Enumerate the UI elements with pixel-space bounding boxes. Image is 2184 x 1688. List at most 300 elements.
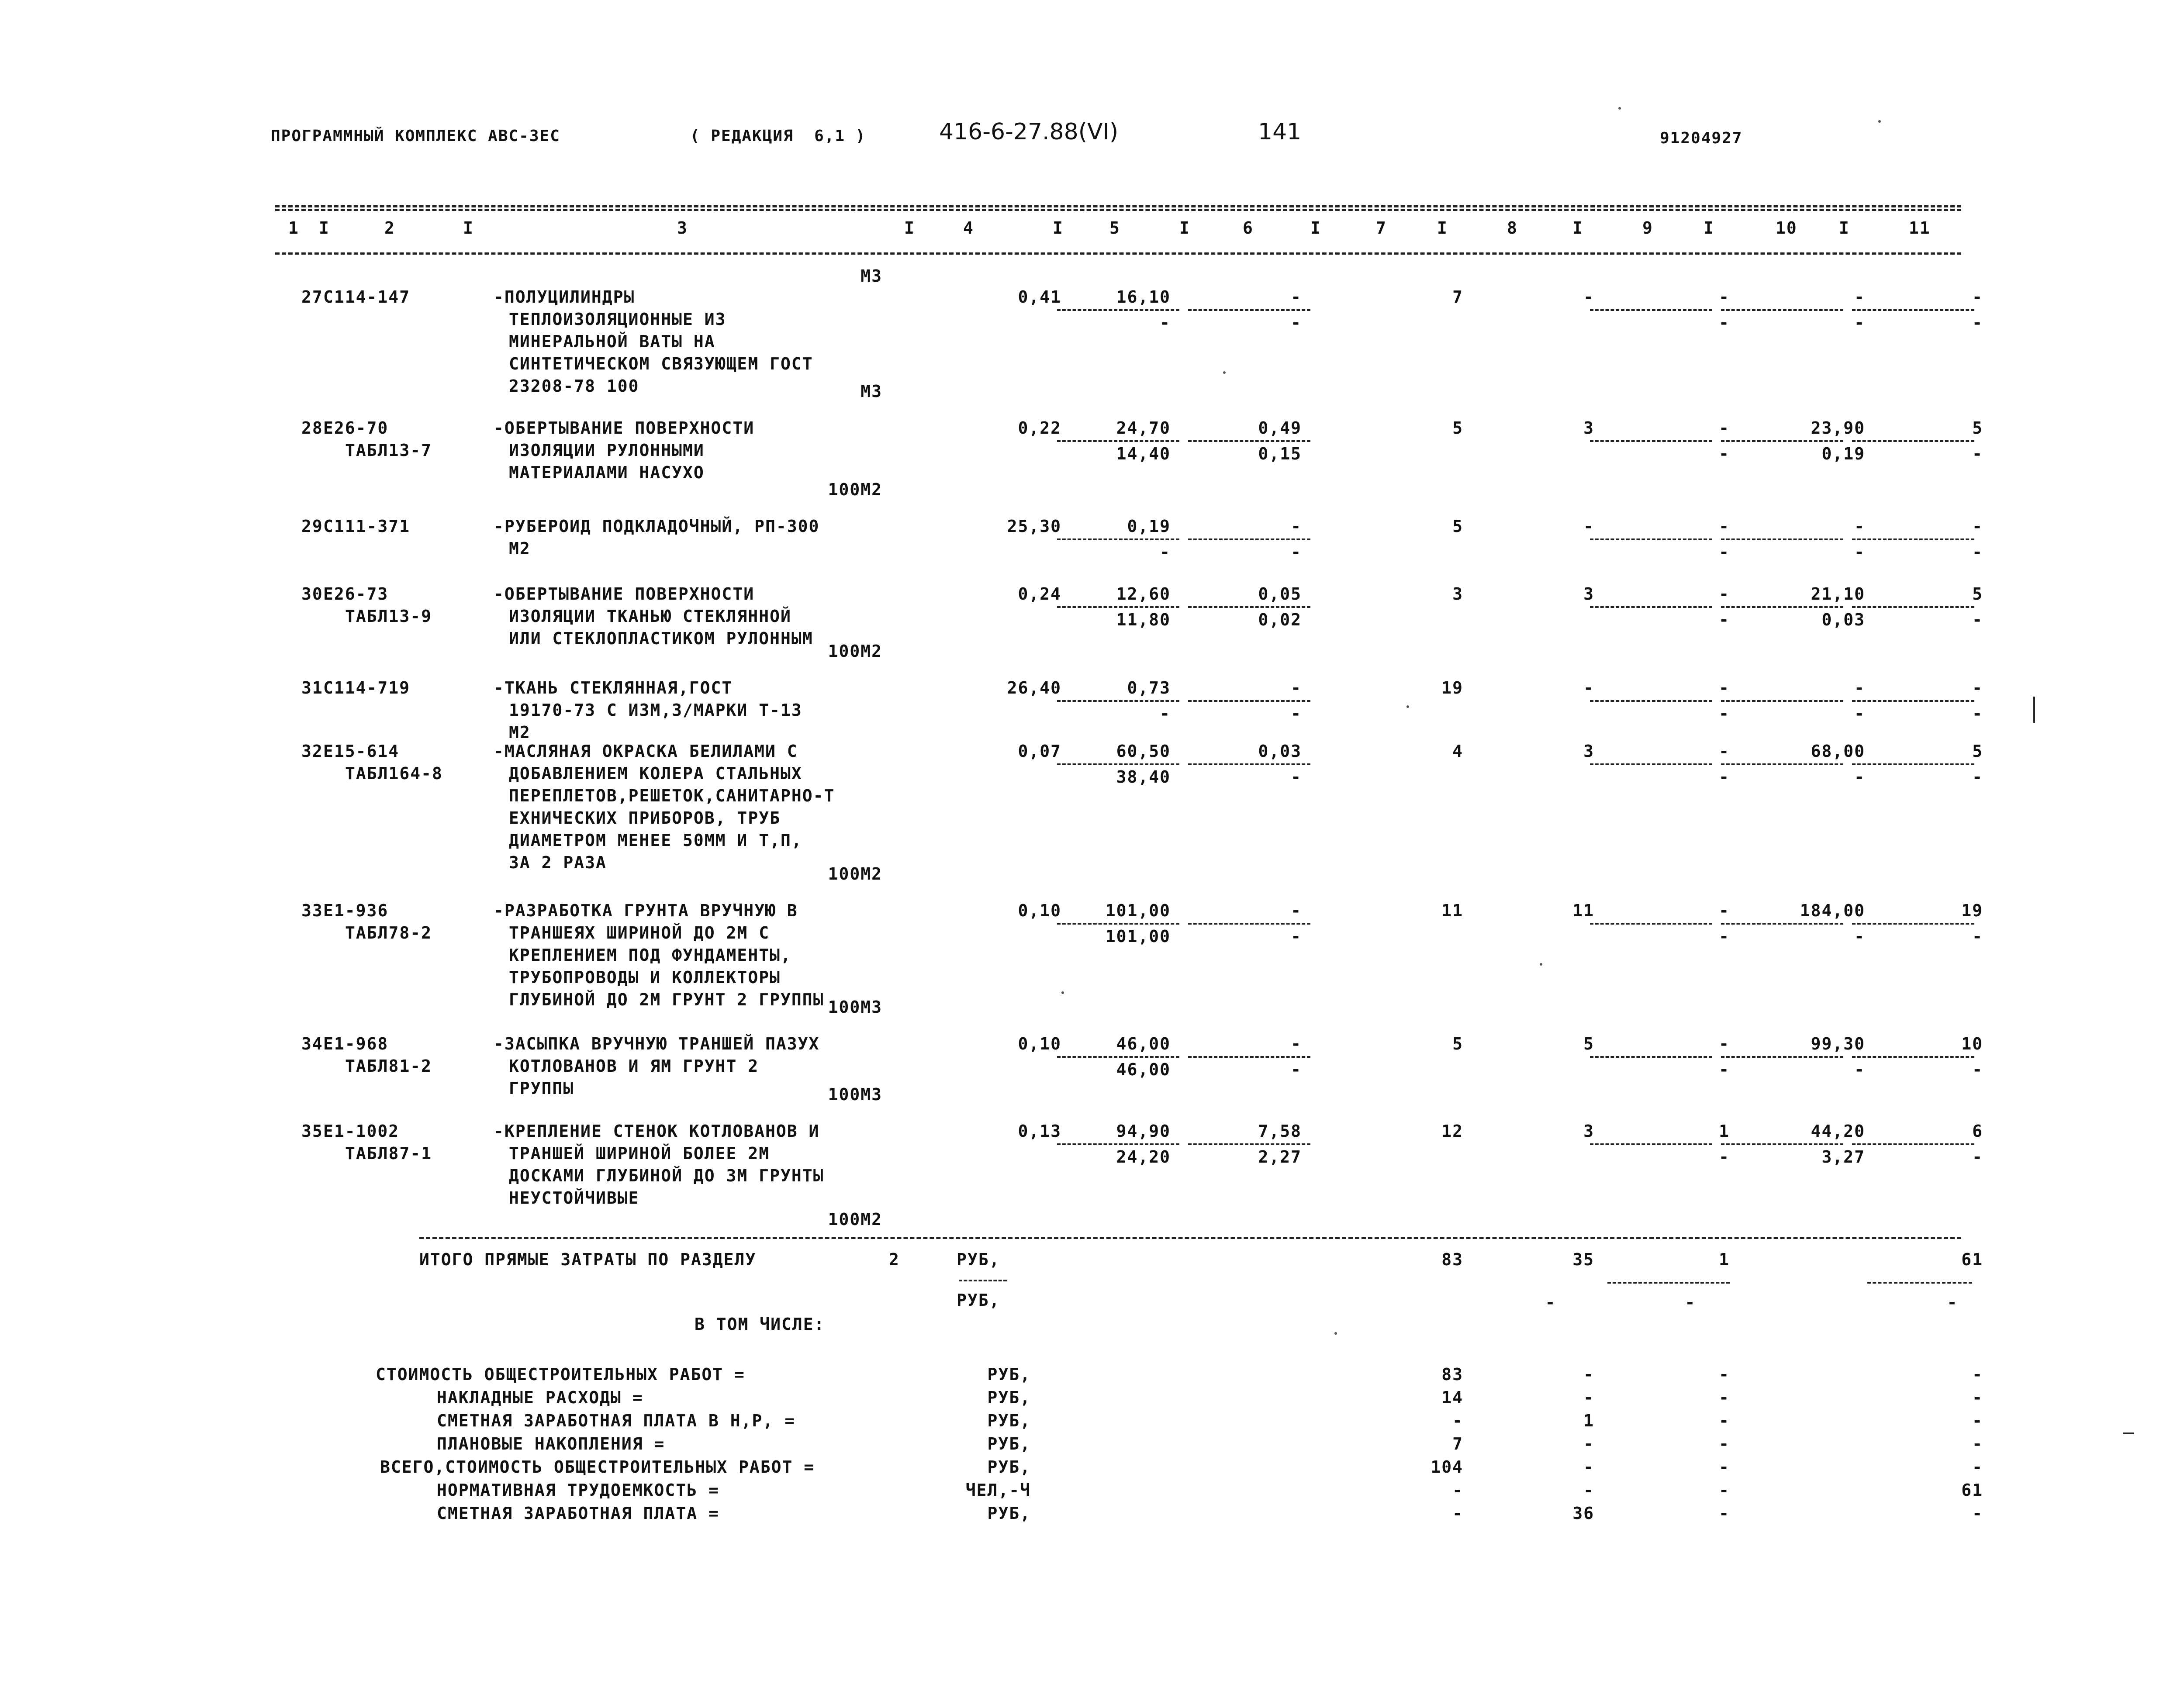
quantity: 0,13 xyxy=(1018,1122,1061,1141)
col6-value-b: - xyxy=(1291,542,1302,562)
col8-value: 11 xyxy=(1572,901,1594,920)
work-description: ИЗОЛЯЦИИ РУЛОННЫМИ xyxy=(509,441,705,460)
work-description: СИНТЕТИЧЕСКОМ СВЯЗУЮЩЕМ ГОСТ xyxy=(509,354,813,373)
unit-label: 100М3 xyxy=(828,998,882,1017)
handwritten-code: 416-6-27.88(VI) xyxy=(939,119,1119,145)
col6-value: - xyxy=(1291,678,1302,697)
col9-rule xyxy=(1590,606,1712,608)
norm-code: Е1-968 xyxy=(323,1034,389,1053)
work-description: КРЕПЛЕНИЕМ ПОД ФУНДАМЕНТЫ, xyxy=(509,946,791,965)
total-col11-b: - xyxy=(1947,1293,1958,1312)
col10-rule xyxy=(1721,606,1843,608)
work-description: ДОБАВЛЕНИЕМ КОЛЕРА СТАЛЬНЫХ xyxy=(509,764,802,783)
col6-value: - xyxy=(1291,1034,1302,1053)
col11-rule xyxy=(1852,539,1974,540)
col6-rule xyxy=(1188,923,1310,925)
row-number: 29 xyxy=(301,517,323,536)
price-rule xyxy=(1057,923,1179,925)
row-number: 27 xyxy=(301,287,323,307)
col9-rule xyxy=(1590,1143,1712,1145)
col11-value-b: - xyxy=(1972,313,1983,332)
unit-price: 0,19 xyxy=(1127,517,1171,536)
column-separator: I xyxy=(1179,218,1190,238)
column-separator: I xyxy=(463,218,474,238)
col11-value-b: - xyxy=(1972,704,1983,723)
col6-value-b: - xyxy=(1291,1060,1302,1079)
scan-dot xyxy=(1223,371,1226,374)
col8-value: - xyxy=(1583,678,1594,697)
norm-code: Е1-936 xyxy=(323,901,389,920)
total-col11: 61 xyxy=(1961,1250,1983,1269)
summary-unit: РУБ, xyxy=(987,1457,1031,1477)
unit-price: 24,70 xyxy=(1116,418,1171,438)
summary-label: ВСЕГО,СТОИМОСТЬ ОБЩЕСТРОИТЕЛЬНЫХ РАБОТ = xyxy=(380,1457,815,1477)
col6-value-b: - xyxy=(1291,927,1302,946)
unit-price-wage: 11,80 xyxy=(1116,610,1171,629)
row-number: 28 xyxy=(301,418,323,438)
total-col7: 83 xyxy=(1441,1250,1463,1269)
work-description: -РУБЕРОИД ПОДКЛАДОЧНЫЙ, РП-300 xyxy=(494,517,820,536)
total-unit: РУБ, xyxy=(957,1250,1000,1269)
col11-value-b: - xyxy=(1972,1147,1983,1167)
col10-rule xyxy=(1721,763,1843,765)
col11-value-b: - xyxy=(1972,927,1983,946)
quantity: 0,41 xyxy=(1018,287,1061,307)
col10-value-b: - xyxy=(1854,313,1865,332)
norm-code: Е26-73 xyxy=(323,584,389,604)
work-description: ДОСКАМИ ГЛУБИНОЙ ДО 3М ГРУНТЫ xyxy=(509,1166,824,1185)
unit-price-wage: 14,40 xyxy=(1116,444,1171,463)
summary-unit: РУБ, xyxy=(987,1388,1031,1407)
column-number: 7 xyxy=(1376,218,1387,238)
col11-rule xyxy=(1852,700,1974,702)
col9-value: - xyxy=(1719,1034,1730,1053)
total-col8: 35 xyxy=(1572,1250,1594,1269)
summary-col8: - xyxy=(1583,1365,1594,1384)
summary-col8: - xyxy=(1583,1481,1594,1500)
work-description: ЗА 2 РАЗА xyxy=(509,853,607,872)
work-description: ПЕРЕПЛЕТОВ,РЕШЕТОК,САНИТАРНО-Т xyxy=(509,786,835,805)
work-description: -ОБЕРТЫВАНИЕ ПОВЕРХНОСТИ xyxy=(494,418,755,438)
col8-value: 5 xyxy=(1583,1034,1594,1053)
col11-value: - xyxy=(1972,287,1983,307)
work-description: -ЗАСЫПКА ВРУЧНУЮ ТРАНШЕЙ ПАЗУХ xyxy=(494,1034,820,1053)
col7-value: 3 xyxy=(1452,584,1463,604)
norm-code: С111-371 xyxy=(323,517,411,536)
work-description: ТРУБОПРОВОДЫ И КОЛЛЕКТОРЫ xyxy=(509,968,781,987)
summary-label: ПЛАНОВЫЕ НАКОПЛЕНИЯ = xyxy=(437,1434,665,1453)
col10-rule xyxy=(1721,700,1843,702)
summary-col7: - xyxy=(1452,1481,1463,1500)
column-number: 5 xyxy=(1109,218,1120,238)
col6-rule xyxy=(1188,606,1310,608)
col8-value: 3 xyxy=(1583,1122,1594,1141)
work-description: ТРАНШЕЙ ШИРИНОЙ БОЛЕЕ 2М xyxy=(509,1144,770,1163)
work-description: ГЛУБИНОЙ ДО 2М ГРУНТ 2 ГРУППЫ xyxy=(509,990,824,1009)
norm-code: Е15-614 xyxy=(323,742,400,761)
price-rule xyxy=(1057,763,1179,765)
summary-col7: 104 xyxy=(1431,1457,1463,1477)
col6-value: 7,58 xyxy=(1258,1122,1302,1141)
column-separator: I xyxy=(1437,218,1448,238)
column-number: 3 xyxy=(677,218,688,238)
unit-label: 100М2 xyxy=(828,864,882,884)
summary-col9: - xyxy=(1719,1504,1730,1523)
work-description: ДИАМЕТРОМ МЕНЕЕ 50ММ И Т,П, xyxy=(509,831,802,850)
unit-price: 46,00 xyxy=(1116,1034,1171,1053)
quantity: 0,10 xyxy=(1018,901,1061,920)
program-title: ПРОГРАММНЫЙ КОМПЛЕКС АВС-ЗЕС xyxy=(271,127,560,145)
col11-value-b: - xyxy=(1972,767,1983,787)
col9-value: 1 xyxy=(1719,1122,1730,1141)
price-rule xyxy=(1057,1056,1179,1058)
col9-rule xyxy=(1590,763,1712,765)
col6-value-b: - xyxy=(1291,704,1302,723)
column-number: 9 xyxy=(1642,218,1653,238)
col7-value: 12 xyxy=(1441,1122,1463,1141)
col9-value-b: - xyxy=(1719,610,1730,629)
column-separator: I xyxy=(1572,218,1583,238)
summary-col11: - xyxy=(1972,1411,1983,1430)
col11-rule xyxy=(1852,923,1974,925)
col11-value: 5 xyxy=(1972,742,1983,761)
work-description: 23208-78 100 xyxy=(509,376,639,396)
col11-value: - xyxy=(1972,517,1983,536)
norm-code: ТАБЛ81-2 xyxy=(345,1056,432,1076)
summary-label: НОРМАТИВНАЯ ТРУДОЕМКОСТЬ = xyxy=(437,1481,719,1500)
column-separator: I xyxy=(1704,218,1714,238)
col8-value: 3 xyxy=(1583,418,1594,438)
col6-value-b: 0,15 xyxy=(1258,444,1302,463)
total-label: ИТОГО ПРЯМЫЕ ЗАТРАТЫ ПО РАЗДЕЛУ xyxy=(419,1250,757,1269)
summary-col11: - xyxy=(1972,1434,1983,1453)
col6-value: 0,05 xyxy=(1258,584,1302,604)
col9-value: - xyxy=(1719,742,1730,761)
column-number: 1 xyxy=(288,218,299,238)
col9-value-b: - xyxy=(1719,767,1730,787)
summary-col8: - xyxy=(1583,1434,1594,1453)
norm-code: С114-147 xyxy=(323,287,411,307)
col10-rule xyxy=(1721,1143,1843,1145)
unit-label: 100М2 xyxy=(828,480,882,499)
unit-price-wage: - xyxy=(1160,313,1171,332)
col9-value-b: - xyxy=(1719,1147,1730,1167)
col8-value: - xyxy=(1583,517,1594,536)
work-description: -КРЕПЛЕНИЕ СТЕНОК КОТЛОВАНОВ И xyxy=(494,1122,820,1141)
scan-dot xyxy=(1540,963,1542,966)
column-separator: I xyxy=(904,218,915,238)
price-rule xyxy=(1057,440,1179,442)
unit-price: 0,73 xyxy=(1127,678,1171,697)
work-description: ГРУППЫ xyxy=(509,1079,574,1098)
col10-value-b: - xyxy=(1854,1060,1865,1079)
price-rule xyxy=(1057,1143,1179,1145)
column-separator: I xyxy=(319,218,330,238)
row-number: 33 xyxy=(301,901,323,920)
work-description: МИНЕРАЛЬНОЙ ВАТЫ НА xyxy=(509,332,715,351)
col10-value-b: - xyxy=(1854,542,1865,562)
work-description: -ТКАНЬ СТЕКЛЯННАЯ,ГОСТ xyxy=(494,678,733,697)
quantity: 0,10 xyxy=(1018,1034,1061,1053)
work-description: ИЗОЛЯЦИИ ТКАНЬЮ СТЕКЛЯННОЙ xyxy=(509,607,791,626)
row-number: 32 xyxy=(301,742,323,761)
summary-unit: РУБ, xyxy=(987,1504,1031,1523)
summary-col9: - xyxy=(1719,1434,1730,1453)
col6-value-b: 2,27 xyxy=(1258,1147,1302,1167)
unit-price-wage: - xyxy=(1160,542,1171,562)
unit-label: М3 xyxy=(860,382,882,401)
col11-value: 19 xyxy=(1961,901,1983,920)
column-number: 11 xyxy=(1909,218,1931,238)
summary-col8: - xyxy=(1583,1388,1594,1407)
summary-col8: 36 xyxy=(1572,1504,1594,1523)
col9-rule xyxy=(1590,1056,1712,1058)
col6-rule xyxy=(1188,763,1310,765)
total-unit-rule xyxy=(959,1280,1007,1281)
header-bottom-rule xyxy=(275,252,1961,255)
col6-value: 0,03 xyxy=(1258,742,1302,761)
summary-col8: 1 xyxy=(1583,1411,1594,1430)
unit-price: 16,10 xyxy=(1116,287,1171,307)
summary-col11: - xyxy=(1972,1504,1983,1523)
col6-rule xyxy=(1188,700,1310,702)
norm-code: ТАБЛ164-8 xyxy=(345,764,443,783)
summary-col7: - xyxy=(1452,1504,1463,1523)
col7-value: 5 xyxy=(1452,418,1463,438)
total-col8-b: - xyxy=(1545,1293,1556,1312)
total-unit-2: РУБ, xyxy=(957,1291,1000,1310)
col11-rule xyxy=(1852,1056,1974,1058)
unit-price-wage: 46,00 xyxy=(1116,1060,1171,1079)
norm-code: Е1-1002 xyxy=(323,1122,400,1141)
col11-value-b: - xyxy=(1972,542,1983,562)
price-rule xyxy=(1057,700,1179,702)
summary-col9: - xyxy=(1719,1388,1730,1407)
col10-value: 44,20 xyxy=(1811,1122,1865,1141)
scan-dot xyxy=(1061,991,1064,994)
summary-label: СМЕТНАЯ ЗАРАБОТНАЯ ПЛАТА В Н,Р, = xyxy=(437,1411,795,1430)
col11-value-b: - xyxy=(1972,1060,1983,1079)
total-rule xyxy=(419,1237,1961,1239)
summary-unit: РУБ, xyxy=(987,1434,1031,1453)
summary-label: СМЕТНАЯ ЗАРАБОТНАЯ ПЛАТА = xyxy=(437,1504,719,1523)
summary-col9: - xyxy=(1719,1411,1730,1430)
col10-value-b: - xyxy=(1854,704,1865,723)
unit-price: 60,50 xyxy=(1116,742,1171,761)
unit-price-wage: 38,40 xyxy=(1116,767,1171,787)
column-number: 8 xyxy=(1507,218,1518,238)
column-separator: I xyxy=(1053,218,1064,238)
col9-value-b: - xyxy=(1719,444,1730,463)
col10-value: 184,00 xyxy=(1800,901,1865,920)
col6-value-b: - xyxy=(1291,313,1302,332)
col10-value: - xyxy=(1854,678,1865,697)
col9-value-b: - xyxy=(1719,313,1730,332)
summary-label: НАКЛАДНЫЕ РАСХОДЫ = xyxy=(437,1388,643,1407)
work-description: -ОБЕРТЫВАНИЕ ПОВЕРХНОСТИ xyxy=(494,584,755,604)
document-number: 91204927 xyxy=(1660,129,1743,147)
norm-code: ТАБЛ87-1 xyxy=(345,1144,432,1163)
page-number: 141 xyxy=(1258,119,1302,145)
col11-rule xyxy=(1852,1143,1974,1145)
col9-value: - xyxy=(1719,678,1730,697)
col11-rule xyxy=(1852,440,1974,442)
work-description: М2 xyxy=(509,723,531,742)
total-col9-b: - xyxy=(1685,1293,1696,1312)
norm-code: Е26-70 xyxy=(323,418,389,438)
col9-value: - xyxy=(1719,287,1730,307)
col6-rule xyxy=(1188,440,1310,442)
col9-value: - xyxy=(1719,901,1730,920)
col11-rule xyxy=(1852,606,1974,608)
unit-price: 101,00 xyxy=(1105,901,1171,920)
summary-col8: - xyxy=(1583,1457,1594,1477)
total-col9-rule xyxy=(1607,1282,1730,1284)
col8-value: 3 xyxy=(1583,584,1594,604)
col10-value-b: 0,03 xyxy=(1821,610,1865,629)
summary-col11: - xyxy=(1972,1365,1983,1384)
column-number: 10 xyxy=(1776,218,1797,238)
quantity: 0,22 xyxy=(1018,418,1061,438)
table-top-rule-2 xyxy=(275,209,1961,211)
work-description: ТЕПЛОИЗОЛЯЦИОННЫЕ ИЗ xyxy=(509,310,726,329)
work-description: ТРАНШЕЯХ ШИРИНОЙ ДО 2М С xyxy=(509,923,770,942)
col11-value-b: - xyxy=(1972,610,1983,629)
row-number: 30 xyxy=(301,584,323,604)
scan-dot xyxy=(1406,705,1409,708)
col7-value: 11 xyxy=(1441,901,1463,920)
work-description: 19170-73 С ИЗМ,3/МАРКИ Т-13 xyxy=(509,701,802,720)
unit-price-wage: 24,20 xyxy=(1116,1147,1171,1167)
quantity: 25,30 xyxy=(1007,517,1061,536)
summary-col11: - xyxy=(1972,1457,1983,1477)
col6-rule xyxy=(1188,309,1310,311)
summary-label: СТОИМОСТЬ ОБЩЕСТРОИТЕЛЬНЫХ РАБОТ = xyxy=(376,1365,745,1384)
summary-col9: - xyxy=(1719,1365,1730,1384)
col6-value-b: - xyxy=(1291,767,1302,787)
col11-value: 5 xyxy=(1972,418,1983,438)
col11-value: 10 xyxy=(1961,1034,1983,1053)
quantity: 0,07 xyxy=(1018,742,1061,761)
col6-value-b: 0,02 xyxy=(1258,610,1302,629)
col7-value: 19 xyxy=(1441,678,1463,697)
col9-value: - xyxy=(1719,418,1730,438)
col10-value-b: - xyxy=(1854,927,1865,946)
summary-unit: РУБ, xyxy=(987,1411,1031,1430)
row-number: 34 xyxy=(301,1034,323,1053)
col8-value: 3 xyxy=(1583,742,1594,761)
col9-value: - xyxy=(1719,584,1730,604)
col9-value-b: - xyxy=(1719,1060,1730,1079)
col10-value: - xyxy=(1854,287,1865,307)
col7-value: 5 xyxy=(1452,517,1463,536)
col10-rule xyxy=(1721,1056,1843,1058)
unit-label: М3 xyxy=(860,266,882,286)
price-rule xyxy=(1057,309,1179,311)
col6-value: 0,49 xyxy=(1258,418,1302,438)
col7-value: 5 xyxy=(1452,1034,1463,1053)
col10-value-b: 3,27 xyxy=(1821,1147,1865,1167)
row-number: 35 xyxy=(301,1122,323,1141)
work-description: -ПОЛУЦИЛИНДРЫ xyxy=(494,287,635,307)
scan-mark xyxy=(2033,697,2035,723)
norm-code: ТАБЛ13-7 xyxy=(345,441,432,460)
col9-rule xyxy=(1590,539,1712,540)
col6-rule xyxy=(1188,1056,1310,1058)
column-number: 4 xyxy=(963,218,974,238)
col10-value: - xyxy=(1854,517,1865,536)
col10-rule xyxy=(1721,923,1843,925)
col10-value: 99,30 xyxy=(1811,1034,1865,1053)
col10-rule xyxy=(1721,539,1843,540)
unit-price: 12,60 xyxy=(1116,584,1171,604)
col8-value: - xyxy=(1583,287,1594,307)
work-description: ИЛИ СТЕКЛОПЛАСТИКОМ РУЛОННЫМ xyxy=(509,629,813,648)
summary-col11: - xyxy=(1972,1388,1983,1407)
col6-value: - xyxy=(1291,287,1302,307)
row-number: 31 xyxy=(301,678,323,697)
col10-value: 21,10 xyxy=(1811,584,1865,604)
unit-label: 100М2 xyxy=(828,1210,882,1229)
norm-code: ТАБЛ78-2 xyxy=(345,923,432,942)
col9-value: - xyxy=(1719,517,1730,536)
unit-label: 100М3 xyxy=(828,1085,882,1104)
scan-dot xyxy=(1334,1332,1337,1335)
summary-col7: - xyxy=(1452,1411,1463,1430)
col9-rule xyxy=(1590,309,1712,311)
summary-unit: РУБ, xyxy=(987,1365,1031,1384)
col11-value: 6 xyxy=(1972,1122,1983,1141)
scan-dot xyxy=(1878,120,1881,123)
col9-rule xyxy=(1590,923,1712,925)
price-rule xyxy=(1057,539,1179,540)
unit-label: 100М2 xyxy=(828,642,882,661)
summary-col7: 7 xyxy=(1452,1434,1463,1453)
work-description: ЕХНИЧЕСКИХ ПРИБОРОВ, ТРУБ xyxy=(509,808,781,828)
norm-code: С114-719 xyxy=(323,678,411,697)
col10-value: 23,90 xyxy=(1811,418,1865,438)
scan-dot xyxy=(1618,107,1621,110)
col6-rule xyxy=(1188,1143,1310,1145)
col10-rule xyxy=(1721,440,1843,442)
column-separator: I xyxy=(1310,218,1321,238)
work-description: -МАСЛЯНАЯ ОКРАСКА БЕЛИЛАМИ С xyxy=(494,742,798,761)
col10-value-b: 0,19 xyxy=(1821,444,1865,463)
col7-value: 4 xyxy=(1452,742,1463,761)
quantity: 0,24 xyxy=(1018,584,1061,604)
col9-value-b: - xyxy=(1719,927,1730,946)
work-description: КОТЛОВАНОВ И ЯМ ГРУНТ 2 xyxy=(509,1056,759,1076)
col9-rule xyxy=(1590,700,1712,702)
total-col11-rule xyxy=(1867,1282,1972,1284)
work-description: М2 xyxy=(509,539,531,558)
col6-rule xyxy=(1188,539,1310,540)
col9-value-b: - xyxy=(1719,704,1730,723)
including-label: В ТОМ ЧИСЛЕ: xyxy=(695,1315,825,1334)
col11-value-b: - xyxy=(1972,444,1983,463)
price-rule xyxy=(1057,606,1179,608)
quantity: 26,40 xyxy=(1007,678,1061,697)
col10-value: 68,00 xyxy=(1811,742,1865,761)
scan-mark xyxy=(2123,1433,2134,1434)
summary-col7: 83 xyxy=(1441,1365,1463,1384)
col9-value-b: - xyxy=(1719,542,1730,562)
col11-value: 5 xyxy=(1972,584,1983,604)
summary-col9: - xyxy=(1719,1481,1730,1500)
col10-rule xyxy=(1721,309,1843,311)
unit-price-wage: - xyxy=(1160,704,1171,723)
summary-col11: 61 xyxy=(1961,1481,1983,1500)
